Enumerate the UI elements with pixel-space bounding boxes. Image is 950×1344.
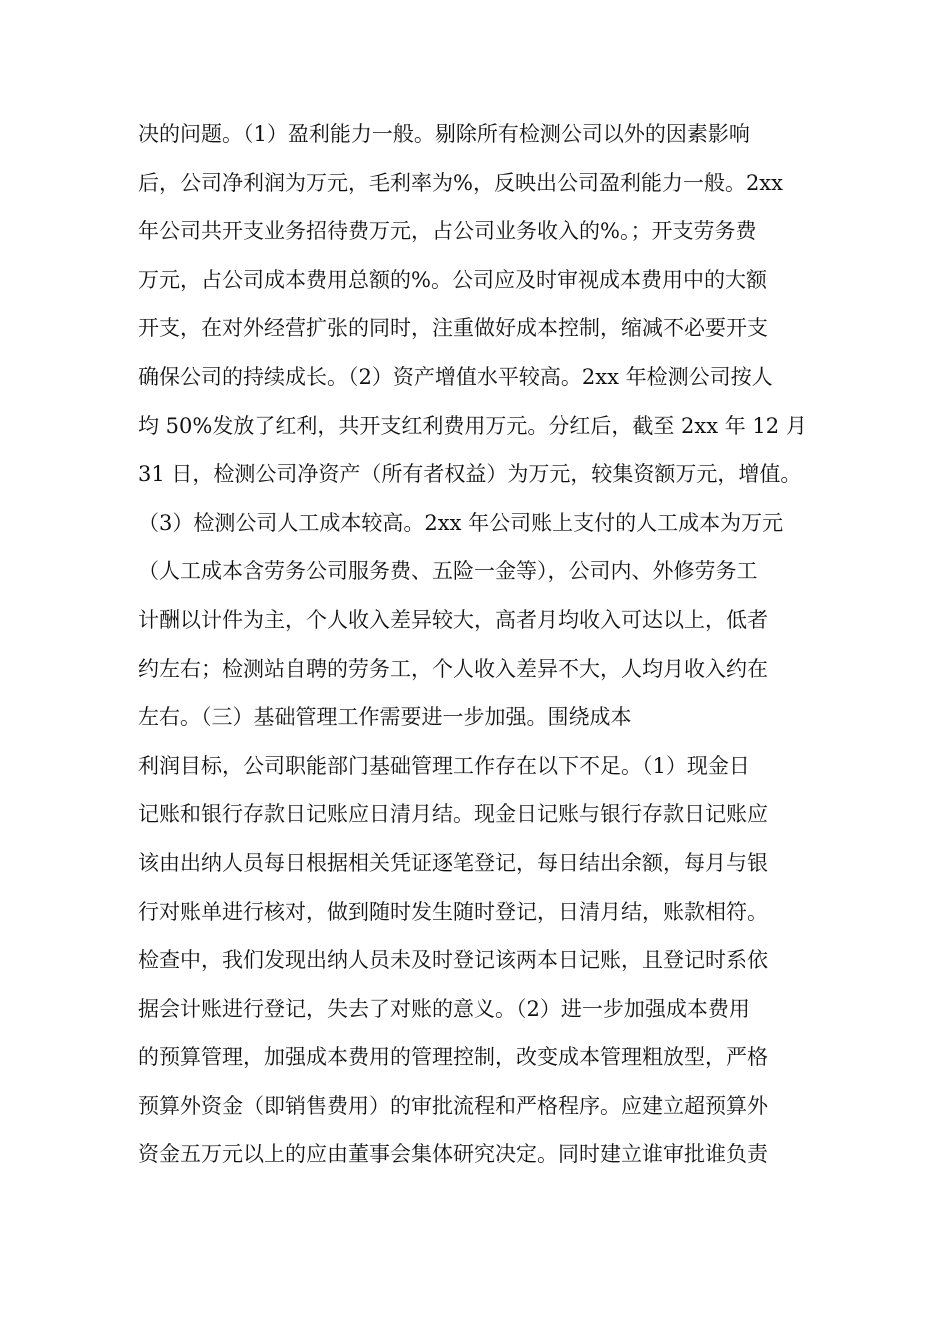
text-line: 年公司共开支业务招待费万元，占公司业务收入的%。；开支劳务费 [138,219,757,244]
text-line: 行对账单进行核对，做到随时发生随时登记，日清月结，账款相符。 [138,899,768,924]
text-line: 检查中，我们发现出纳人员未及时登记该两本日记账，且登记时系依 [138,948,768,973]
text-line: 左右。（三）基础管理工作需要进一步加强。围绕成本 [138,705,632,730]
text-line: 的预算管理，加强成本费用的管理控制，改变成本管理粗放型，严格 [138,1045,768,1070]
body-text [138,110,838,1179]
text-line: 资金五万元以上的应由董事会集体研究决定。同时建立谁审批谁负责 [138,1142,768,1167]
text-line: 预算外资金（即销售费用）的审批流程和严格程序。应建立超预算外 [138,1093,768,1118]
text-line: 约左右；检测站自聘的劳务工，个人收入差异不大，人均月收入约在 [138,656,768,681]
text-line: 31 日，检测公司净资产（所有者权益）为万元，较集资额万元，增值。 [138,462,802,487]
text-line: 据会计账进行登记，失去了对账的意义。（2）进一步加强成本费用 [138,996,750,1021]
text-line: 确保公司的持续成长。（2）资产增值水平较高。2xx 年检测公司按人 [138,364,773,389]
text-line: 计酬以计件为主，个人收入差异较大，高者月均收入可达以上，低者 [138,607,768,632]
text-line: 记账和银行存款日记账应日清月结。现金日记账与银行存款日记账应 [138,802,768,827]
text-line: 均 50%发放了红利，共开支红利费用万元。分红后，截至 2xx 年 12 月 [138,413,807,438]
text-line: （人工成本含劳务公司服务费、五险一金等），公司内、外修劳务工 [138,559,758,584]
text-line: （3）检测公司人工成本较高。2xx 年公司账上支付的人工成本为万元 [138,510,784,535]
text-line: 利润目标，公司职能部门基础管理工作存在以下不足。（1）现金日 [138,753,750,778]
text-line: 后，公司净利润为万元，毛利率为%，反映出公司盈利能力一般。2xx [138,170,783,195]
text-line: 开支，在对外经营扩张的同时，注重做好成本控制，缩减不必要开支 [138,316,768,341]
text-line: 万元，占公司成本费用总额的%。公司应及时审视成本费用中的大额 [138,267,767,292]
text-line: 决的问题。（1）盈利能力一般。剔除所有检测公司以外的因素影响 [138,122,750,146]
text-line: 该由出纳人员每日根据相关凭证逐笔登记，每日结出余额，每月与银 [138,850,768,875]
